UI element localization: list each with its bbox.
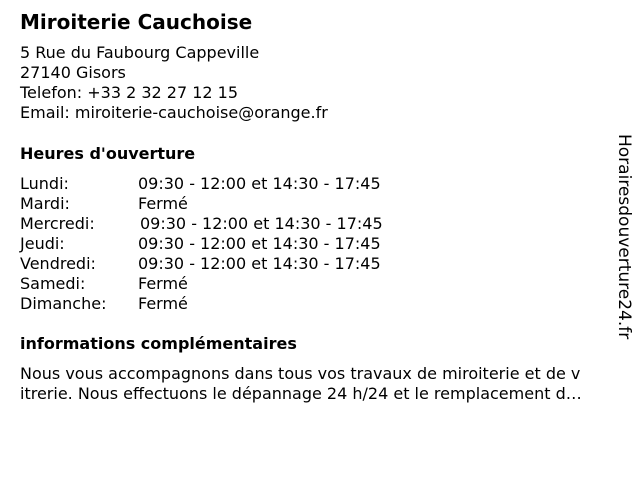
day-hours: 09:30 - 12:00 et 14:30 - 17:45	[138, 174, 381, 193]
day-hours: Fermé	[138, 294, 188, 313]
opening-hours-table	[20, 174, 440, 314]
day-label: Samedi:	[20, 274, 86, 293]
day-label: Mercredi:	[20, 214, 95, 233]
info-line-1: Nous vous accompagnons dans tous vos travaux de miroiterie et de v	[20, 364, 581, 383]
day-label: Dimanche:	[20, 294, 107, 313]
contact-block	[20, 43, 328, 123]
day-label: Vendredi:	[20, 254, 96, 273]
address-city: 27140 Gisors	[20, 63, 126, 82]
email-address: Email: miroiterie-cauchoise@orange.fr	[20, 103, 328, 122]
day-hours: 09:30 - 12:00 et 14:30 - 17:45	[138, 254, 381, 273]
hours-row-dimanche	[20, 294, 440, 314]
hours-row-samedi	[20, 274, 440, 294]
business-name: Miroiterie Cauchoise	[20, 10, 253, 34]
additional-info-text	[20, 364, 630, 404]
hours-row-lundi	[20, 174, 440, 194]
info-line-2: itrerie. Nous effectuons le dépannage 24 h/24 et le remplacement d…	[20, 384, 582, 403]
hours-row-mercredi	[20, 214, 440, 234]
day-label: Jeudi:	[20, 234, 65, 253]
phone-number: Telefon: +33 2 32 27 12 15	[20, 83, 239, 102]
day-hours: Fermé	[138, 274, 188, 293]
site-watermark: Horairesdouverture24.fr	[614, 134, 634, 340]
day-label: Lundi:	[20, 174, 69, 193]
day-hours: Fermé	[138, 194, 188, 213]
opening-hours-heading: Heures d'ouverture	[20, 144, 196, 163]
address-street: 5 Rue du Faubourg Cappeville	[20, 43, 260, 62]
day-hours: 09:30 - 12:00 et 14:30 - 17:45	[140, 214, 383, 233]
hours-row-vendredi	[20, 254, 440, 274]
day-label: Mardi:	[20, 194, 70, 213]
hours-row-mardi	[20, 194, 440, 214]
day-hours: 09:30 - 12:00 et 14:30 - 17:45	[138, 234, 381, 253]
additional-info-heading: informations complémentaires	[20, 334, 297, 353]
hours-row-jeudi	[20, 234, 440, 254]
